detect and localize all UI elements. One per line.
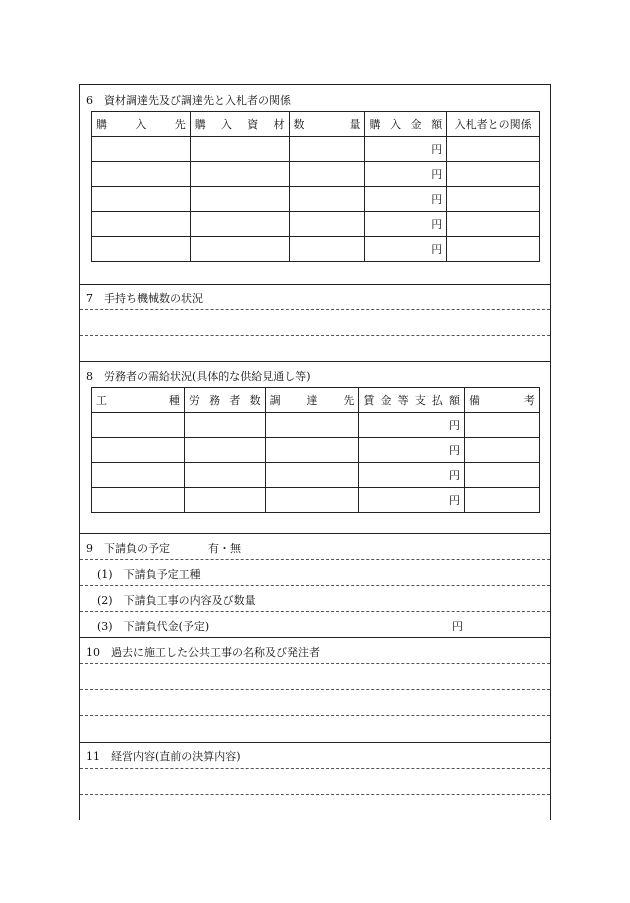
section11-line[interactable] xyxy=(80,794,550,795)
section9-option[interactable]: 有・無 xyxy=(208,542,241,555)
section11-title: 11 経営内容(直前の決算内容) xyxy=(86,750,241,763)
wages-cell[interactable]: 円 xyxy=(359,413,465,438)
section-divider xyxy=(80,742,550,743)
source-cell[interactable] xyxy=(265,413,359,438)
wages-cell[interactable]: 円 xyxy=(359,463,465,488)
section9-line xyxy=(80,559,550,560)
quantity-cell[interactable] xyxy=(289,137,365,162)
section9-title: 9 下請負の予定 xyxy=(86,542,170,555)
amount-cell[interactable]: 円 xyxy=(365,137,447,162)
table-row xyxy=(92,162,540,187)
section8-table xyxy=(91,387,540,513)
amount-cell[interactable]: 円 xyxy=(365,237,447,262)
remarks-cell[interactable] xyxy=(465,438,540,463)
remarks-cell[interactable] xyxy=(465,413,540,438)
header-remarks: 備 考 xyxy=(465,388,540,413)
remarks-cell[interactable] xyxy=(465,463,540,488)
header-work-type: 工 種 xyxy=(92,388,185,413)
section-divider xyxy=(80,361,550,362)
amount-cell[interactable]: 円 xyxy=(365,162,447,187)
section-divider xyxy=(80,637,550,638)
table-row xyxy=(92,187,540,212)
material-cell[interactable] xyxy=(190,237,289,262)
section7-title: 7 手持ち機械数の状況 xyxy=(86,292,203,305)
section10-line[interactable] xyxy=(80,689,550,690)
header-amount: 購 入 金 額 xyxy=(365,112,447,137)
purchaser-cell[interactable] xyxy=(92,187,191,212)
source-cell[interactable] xyxy=(265,438,359,463)
work-type-cell[interactable] xyxy=(92,488,185,513)
section-divider xyxy=(80,533,550,534)
remarks-cell[interactable] xyxy=(465,488,540,513)
material-cell[interactable] xyxy=(190,187,289,212)
header-material: 購 入 資 材 xyxy=(190,112,289,137)
section10-line[interactable] xyxy=(80,715,550,716)
section6-title: 6 資材調達先及び調達先と入札者の関係 xyxy=(86,94,291,107)
relation-cell[interactable] xyxy=(447,237,540,262)
quantity-cell[interactable] xyxy=(289,162,365,187)
section11-line[interactable] xyxy=(80,768,550,769)
table-row xyxy=(92,438,540,463)
worker-count-cell[interactable] xyxy=(184,438,265,463)
table-row xyxy=(92,212,540,237)
section10-title: 10 過去に施工した公共工事の名称及び発注者 xyxy=(86,646,320,659)
section7-line[interactable] xyxy=(80,335,550,336)
work-type-cell[interactable] xyxy=(92,463,185,488)
section-divider xyxy=(80,284,550,285)
section9-yen: 円 xyxy=(452,620,463,633)
source-cell[interactable] xyxy=(265,488,359,513)
section9-item-2: (2) 下請負工事の内容及び数量 xyxy=(97,594,256,607)
amount-cell[interactable]: 円 xyxy=(365,212,447,237)
quantity-cell[interactable] xyxy=(289,187,365,212)
table-row xyxy=(92,137,540,162)
wages-cell[interactable]: 円 xyxy=(359,488,465,513)
table-row xyxy=(92,237,540,262)
work-type-cell[interactable] xyxy=(92,438,185,463)
header-source: 調 達 先 xyxy=(265,388,359,413)
header-purchaser: 購 入 先 xyxy=(92,112,191,137)
work-type-cell[interactable] xyxy=(92,413,185,438)
material-cell[interactable] xyxy=(190,137,289,162)
purchaser-cell[interactable] xyxy=(92,237,191,262)
table-row xyxy=(92,488,540,513)
section8-header-row xyxy=(92,388,540,413)
material-cell[interactable] xyxy=(190,212,289,237)
purchaser-cell[interactable] xyxy=(92,137,191,162)
worker-count-cell[interactable] xyxy=(184,488,265,513)
section9-line xyxy=(80,585,550,586)
purchaser-cell[interactable] xyxy=(92,212,191,237)
purchaser-cell[interactable] xyxy=(92,162,191,187)
header-wages: 賃金等支払額 xyxy=(359,388,465,413)
section7-line[interactable] xyxy=(80,309,550,310)
wages-cell[interactable]: 円 xyxy=(359,438,465,463)
worker-count-cell[interactable] xyxy=(184,413,265,438)
material-cell[interactable] xyxy=(190,162,289,187)
section10-line[interactable] xyxy=(80,663,550,664)
relation-cell[interactable] xyxy=(447,212,540,237)
section9-item-3: (3) 下請負代金(予定) xyxy=(97,620,210,633)
relation-cell[interactable] xyxy=(447,187,540,212)
form-frame xyxy=(79,84,551,820)
source-cell[interactable] xyxy=(265,463,359,488)
section8-title: 8 労務者の需給状況(具体的な供給見通し等) xyxy=(86,370,311,383)
table-row xyxy=(92,463,540,488)
section6-table xyxy=(91,111,540,262)
worker-count-cell[interactable] xyxy=(184,463,265,488)
quantity-cell[interactable] xyxy=(289,237,365,262)
table-row xyxy=(92,413,540,438)
section9-line xyxy=(80,611,550,612)
relation-cell[interactable] xyxy=(447,162,540,187)
header-worker-count: 労 務 者 数 xyxy=(184,388,265,413)
section9-item-1: (1) 下請負予定工種 xyxy=(97,568,201,581)
header-relation: 入札者との関係 xyxy=(447,112,540,137)
relation-cell[interactable] xyxy=(447,137,540,162)
quantity-cell[interactable] xyxy=(289,212,365,237)
header-quantity: 数 量 xyxy=(289,112,365,137)
section6-header-row xyxy=(92,112,540,137)
amount-cell[interactable]: 円 xyxy=(365,187,447,212)
